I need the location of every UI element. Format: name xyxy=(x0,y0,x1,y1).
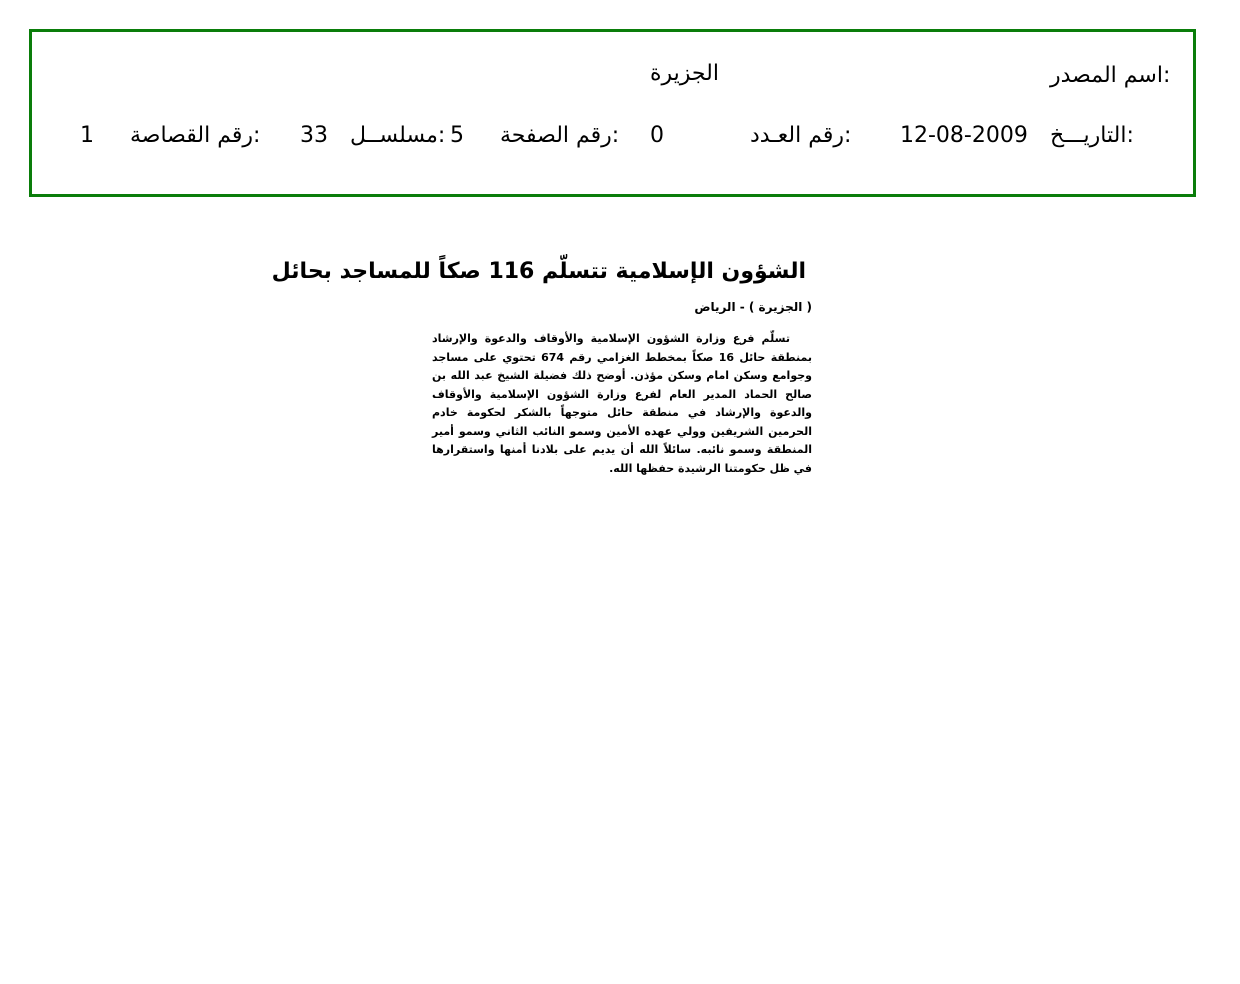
article-clipping xyxy=(271,252,816,478)
article-byline: ( الجزيرة ) - الرياض xyxy=(694,300,812,314)
metadata-frame xyxy=(29,29,1196,197)
source-label: اسم المصدر: xyxy=(1050,63,1171,88)
page-label: رقم الصفحة: xyxy=(500,123,620,148)
clip-label: رقم القصاصة: xyxy=(130,123,261,148)
date-label: التاريـــخ: xyxy=(1050,123,1134,148)
article-body: تسلّم فرع وزارة الشؤون الإسلامية والأوقاف والدعوة والإرشاد بمنطقة حائل 16 صكاً بمخطط الغزامي رقم 674 تحتوي على مساجد وجوامع وسكن امام وسكن مؤذن. أوضح ذلك فضيلة الشيخ عبد الله بن صالح الحماد المدير العام لفرع وزارة الشؤون الإسلامية والأوقاف والدعوة والإرشاد في منطقة حائل متوجهاً بالشكر لحكومة خادم الحرمين الشريفين وولي عهده الأمين وسمو النائب الثاني وسمو أمير المنطقة وسمو نائبه. سائلاً الله أن يديم على بلادنا أمنها واستقرارها في ظل حكومتنا الرشيدة حفظها الله. xyxy=(432,332,813,475)
serial-value: 33 xyxy=(300,123,328,148)
article-headline: الشؤون الإسلامية تتسلّم 116 صكاً للمساجد بحائل xyxy=(271,259,806,284)
serial-label: مسلســل: xyxy=(350,123,446,148)
clip-value: 1 xyxy=(80,123,94,148)
source-value: الجزيرة xyxy=(650,61,719,86)
date-value: 12-08-2009 xyxy=(900,123,1028,148)
issue-value: 0 xyxy=(650,123,664,148)
issue-label: رقم العـدد: xyxy=(750,123,852,148)
page-value: 5 xyxy=(450,123,464,148)
